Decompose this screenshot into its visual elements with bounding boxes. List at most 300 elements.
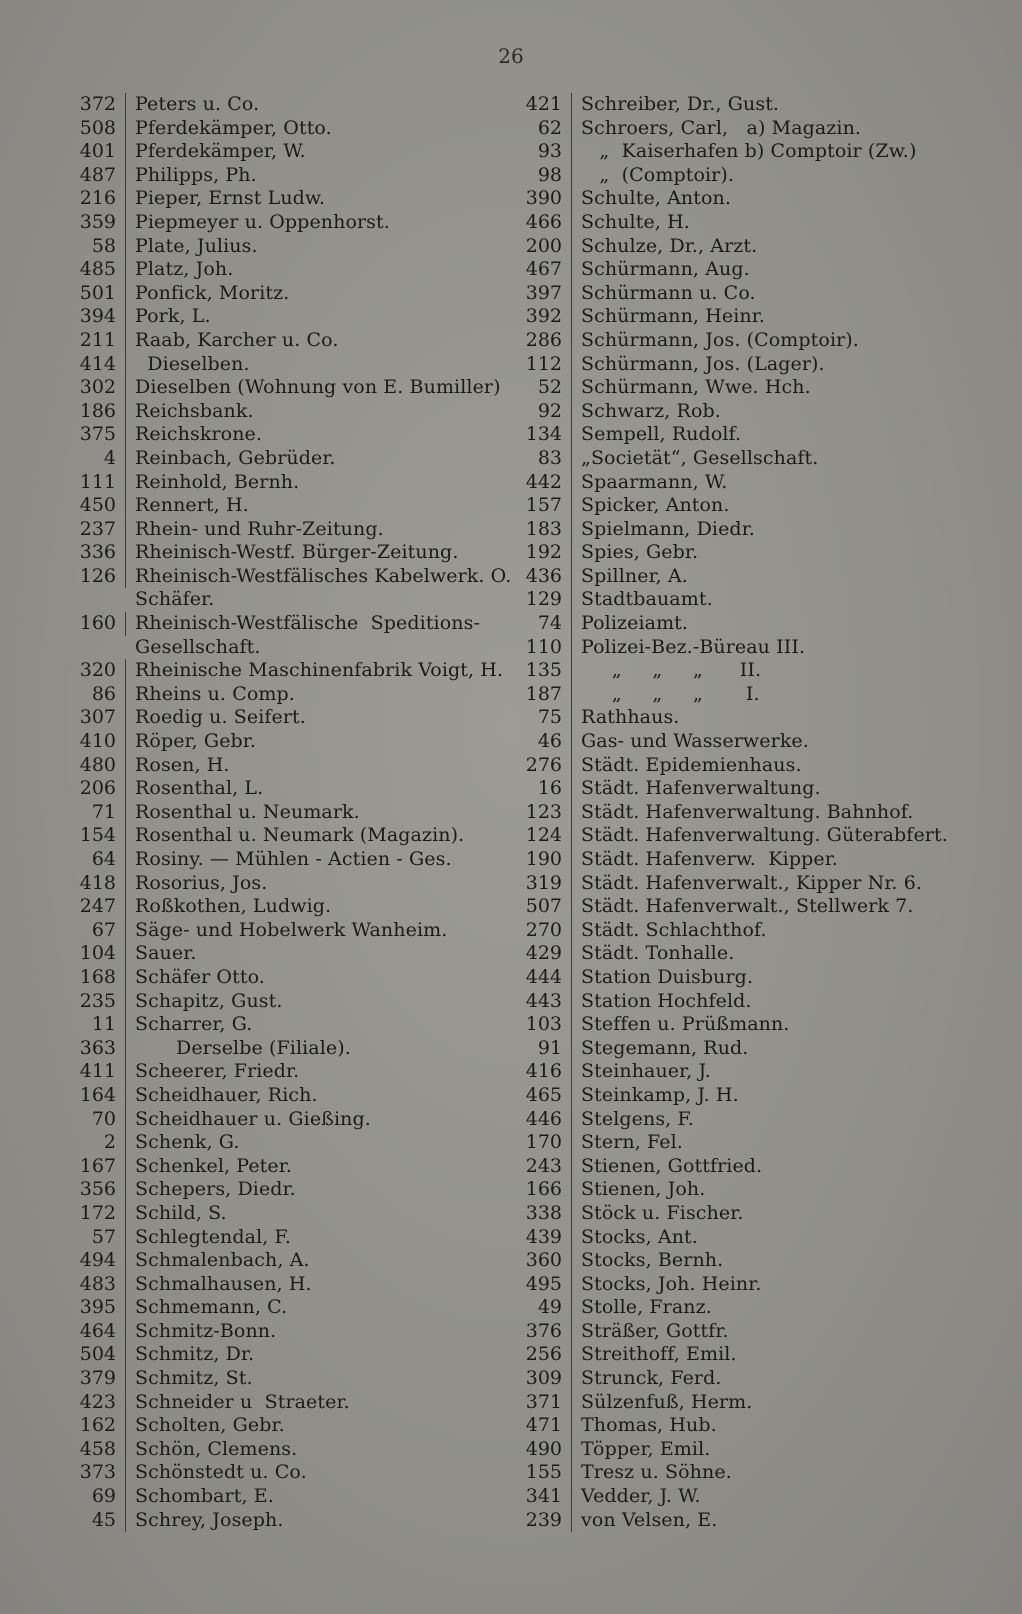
directory-entry [510,754,1010,778]
directory-entry [38,683,508,707]
subscriber-name-text: Schmitz, Dr. [135,1343,255,1366]
directory-entry [38,1414,508,1438]
subscriber-name-text: Schenk, G. [135,1131,240,1154]
directory-entry [38,140,508,164]
phone-number: 443 [510,990,572,1014]
subscriber-name-text: Schmitz-Bonn. [135,1319,277,1342]
subscriber-name-text: Roedig u. Seifert. [135,706,306,729]
phone-number: 309 [510,1367,572,1391]
phone-number: 112 [510,353,572,377]
phone-number: 319 [510,872,572,896]
phone-number: 92 [510,400,572,424]
directory-entry [510,942,1010,966]
directory-entry [510,1485,1010,1509]
subscriber-name-text: Reinhold, Bernh. [135,470,300,493]
subscriber-name-text: Töpper, Emil. [581,1437,711,1460]
subscriber-name-text: Dieselben. [135,352,250,375]
subscriber-name [126,895,508,919]
subscriber-name [572,471,1010,495]
directory-entry [510,1084,1010,1108]
directory-entry [510,117,1010,141]
phone-number: 418 [38,872,126,896]
subscriber-name-text: Stienen, Joh. [581,1178,706,1201]
directory-entry [38,706,508,730]
subscriber-name [572,235,1010,259]
phone-number: 397 [510,282,572,306]
directory-entry [510,329,1010,353]
subscriber-name [126,848,508,872]
directory-entry [38,353,508,377]
subscriber-name-text: Sauer. [135,942,197,965]
directory-entry [510,659,1010,683]
subscriber-name [126,706,508,730]
phone-number: 458 [38,1438,126,1462]
phone-number: 465 [510,1084,572,1108]
subscriber-name-text: Rosiny. — Mühlen - Actien - Ges. [135,848,452,870]
directory-entry [38,966,508,990]
subscriber-name [572,565,1010,589]
phone-number: 480 [38,754,126,778]
directory-entry [510,1178,1010,1202]
directory-entry [510,1320,1010,1344]
subscriber-name [126,1037,508,1061]
phone-number: 4 [38,447,126,471]
subscriber-name [126,494,508,518]
subscriber-name-text: Rennert, H. [135,494,249,517]
phone-number: 359 [38,211,126,235]
subscriber-name [572,518,1010,542]
phone-number: 439 [510,1226,572,1250]
subscriber-name-text: Schenkel, Peter. [135,1154,292,1177]
directory-entry [38,1131,508,1155]
subscriber-name [572,164,1010,188]
directory-entry [38,518,508,542]
subscriber-name-text: Pork, L. [135,305,211,328]
subscriber-name-text: Steinkamp, J. H. [581,1083,739,1106]
subscriber-name-text: Scharrer, G. [135,1013,253,1036]
directory-entry [38,1273,508,1297]
directory-entry [510,1226,1010,1250]
phone-number: 338 [510,1202,572,1226]
phone-number: 167 [38,1155,126,1179]
subscriber-name-text: Schulze, Dr., Arzt. [581,234,758,257]
subscriber-name [572,754,1010,778]
subscriber-name [126,376,508,400]
subscriber-name-text: Stocks, Ant. [581,1225,698,1248]
subscriber-name [126,1461,508,1485]
directory-entry [510,400,1010,424]
subscriber-name-text: Schmitz, St. [135,1367,253,1390]
subscriber-name [572,1013,1010,1037]
phone-number: 110 [510,636,572,660]
phone-number: 237 [38,518,126,542]
directory-entry [38,211,508,235]
phone-number: 200 [510,235,572,259]
phone-number: 495 [510,1273,572,1297]
subscriber-name [572,1084,1010,1108]
subscriber-name-text: Städt. Hafenverw. Kipper. [581,848,838,870]
subscriber-name-text: Spielmann, Diedr. [581,517,755,540]
directory-entry [38,1084,508,1108]
subscriber-name [126,1249,508,1273]
directory-entry [38,919,508,943]
subscriber-name-text: Rheinisch-Westfälische Speditions- [135,612,480,635]
subscriber-name-continuation: Schäfer. [135,588,215,611]
phone-number: 206 [38,777,126,801]
subscriber-name-text: Schwarz, Rob. [581,399,721,422]
phone-number: 371 [510,1391,572,1415]
directory-entry [510,471,1010,495]
phone-number: 270 [510,919,572,943]
subscriber-name-text: Strunck, Ferd. [581,1367,722,1390]
directory-entry [38,1438,508,1462]
subscriber-name [126,211,508,235]
phone-number: 69 [38,1485,126,1509]
phone-number: 446 [510,1108,572,1132]
subscriber-name-continuation: Gesellschaft. [135,635,261,658]
subscriber-name [126,282,508,306]
directory-entry [510,541,1010,565]
subscriber-name [126,942,508,966]
directory-entry [38,164,508,188]
phone-number: 134 [510,423,572,447]
subscriber-name-text: Pferdekämper, W. [135,140,306,163]
subscriber-name [126,93,508,117]
phone-number: 372 [38,93,126,117]
phone-number: 411 [38,1060,126,1084]
subscriber-name-text: Städt. Epidemienhaus. [581,753,802,776]
phone-number: 239 [510,1509,572,1533]
subscriber-name [572,140,1010,164]
directory-entry [38,1013,508,1037]
subscriber-name-text: Rheinische Maschinenfabrik Voigt, H. [135,659,504,682]
subscriber-name-text: Rathhaus. [581,706,680,729]
subscriber-name-text: Sempell, Rudolf. [581,423,742,446]
phone-number: 57 [38,1226,126,1250]
left-column [38,93,512,1532]
phone-number: 183 [510,518,572,542]
subscriber-name [572,1131,1010,1155]
subscriber-name [572,117,1010,141]
phone-number: 341 [510,1485,572,1509]
phone-number: 103 [510,1013,572,1037]
phone-number: 442 [510,471,572,495]
subscriber-name [126,1273,508,1297]
subscriber-name-text: Stern, Fel. [581,1131,683,1154]
subscriber-name [572,494,1010,518]
subscriber-name-text: Schürmann, Wwe. Hch. [581,376,811,399]
directory-entry [510,1461,1010,1485]
subscriber-name-text: Reinbach, Gebrüder. [135,446,336,469]
phone-number: 70 [38,1108,126,1132]
directory-entry [510,801,1010,825]
phone-number: 160 [38,612,126,636]
phone-number: 336 [38,541,126,565]
directory-entry [510,565,1010,589]
directory-entry [38,564,512,612]
directory-entry [510,683,1010,707]
phone-number: 91 [510,1037,572,1061]
directory-entry [38,942,508,966]
subscriber-name [572,1438,1010,1462]
subscriber-name-text: Polizeiamt. [581,612,689,635]
directory-entry [38,1226,508,1250]
directory-entry [510,211,1010,235]
subscriber-name-text: Sülzenfuß, Herm. [581,1390,753,1413]
subscriber-name [126,1178,508,1202]
directory-entry [38,187,508,211]
subscriber-name [126,353,508,377]
phone-number: 392 [510,305,572,329]
phone-number: 45 [38,1509,126,1533]
subscriber-name [126,990,508,1014]
subscriber-name [126,235,508,259]
subscriber-name-text: Plate, Julius. [135,234,258,257]
phone-number: 394 [38,305,126,329]
subscriber-name-text: Pieper, Ernst Ludw. [135,187,326,210]
subscriber-name [126,1343,508,1367]
phone-number: 410 [38,730,126,754]
subscriber-name-text: Schürmann, Jos. (Lager). [581,352,825,375]
subscriber-name-text: Schürmann, Aug. [581,258,750,281]
directory-entry [38,801,508,825]
subscriber-name-text: Schulte, H. [581,210,690,233]
phone-number: 373 [38,1461,126,1485]
phone-number: 74 [510,612,572,636]
phone-number: 416 [510,1060,572,1084]
phone-number: 190 [510,848,572,872]
phone-number: 164 [38,1084,126,1108]
phone-number: 126 [38,565,126,589]
directory-entry [510,588,1010,612]
directory-entry [510,423,1010,447]
directory-entry [38,1178,508,1202]
phone-number: 98 [510,164,572,188]
subscriber-name-text: Rosenthal u. Neumark (Magazin). [135,824,465,847]
phone-number: 471 [510,1414,572,1438]
subscriber-name-text: Schmemann, C. [135,1296,288,1319]
phone-number: 58 [38,235,126,259]
subscriber-name [572,400,1010,424]
subscriber-name-text: Schmalhausen, H. [135,1272,312,1295]
directory-entry [38,659,508,683]
subscriber-name [572,612,1010,636]
directory-entry [510,305,1010,329]
phone-number: 401 [38,140,126,164]
subscriber-name [572,1108,1010,1132]
directory-entry [38,777,508,801]
subscriber-name [572,1037,1010,1061]
subscriber-name-text: Spaarmann, W. [581,470,728,493]
subscriber-name [572,1485,1010,1509]
right-column [510,93,1010,1532]
subscriber-name-text: Städt. Schlachthof. [581,918,767,941]
phone-number: 487 [38,164,126,188]
directory-entry [510,447,1010,471]
subscriber-name [572,588,1010,612]
subscriber-name-text: Thomas, Hub. [581,1414,717,1437]
subscriber-name [126,1438,508,1462]
directory-entry [38,329,508,353]
subscriber-name-text: „ (Comptoir). [581,163,734,186]
subscriber-name [126,1391,508,1415]
phone-number: 466 [510,211,572,235]
directory-entry [38,235,508,259]
directory-entry [38,1037,508,1061]
subscriber-name [572,376,1010,400]
subscriber-name-text: Stienen, Gottfried. [581,1154,763,1177]
subscriber-name [126,1226,508,1250]
directory-entry [510,895,1010,919]
subscriber-name [126,659,508,683]
directory-entry [38,376,508,400]
subscriber-name [126,423,508,447]
subscriber-name [126,305,508,329]
subscriber-name-text: Schepers, Diedr. [135,1178,296,1201]
subscriber-name-text: Städt. Hafenverwaltung. Güterabfert. [581,824,948,847]
phone-number: 129 [510,588,572,612]
subscriber-name [126,754,508,778]
phone-number: 286 [510,329,572,353]
phone-number: 395 [38,1296,126,1320]
directory-entry [510,1414,1010,1438]
subscriber-name-text: Schönstedt u. Co. [135,1461,307,1484]
directory-entry [510,1509,1010,1533]
subscriber-name-text: Städt. Tonhalle. [581,942,735,965]
directory-entry [510,1060,1010,1084]
phone-number: 46 [510,730,572,754]
directory-entry [38,400,508,424]
subscriber-name [572,329,1010,353]
subscriber-name [572,1273,1010,1297]
directory-entry [510,1037,1010,1061]
directory-entry [510,872,1010,896]
subscriber-name [126,777,508,801]
phone-number: 375 [38,423,126,447]
phone-number: 154 [38,824,126,848]
phone-number: 211 [38,329,126,353]
directory-entry [510,636,1010,660]
directory-entry [38,612,508,659]
phone-number: 504 [38,1343,126,1367]
subscriber-name [126,1084,508,1108]
subscriber-name-text: Schön, Clemens. [135,1437,298,1460]
subscriber-name [126,966,508,990]
subscriber-name-text: Stocks, Bernh. [581,1249,724,1272]
subscriber-name-text: Scholten, Gebr. [135,1414,285,1437]
subscriber-name-text: Sträßer, Gottfr. [581,1319,729,1342]
phone-number: 247 [38,895,126,919]
subscriber-name-text: Städt. Hafenverwaltung. [581,777,821,800]
subscriber-name-text: Streithoff, Emil. [581,1343,737,1366]
subscriber-name-text: Schlegtendal, F. [135,1225,292,1248]
subscriber-name-text: von Velsen, E. [581,1508,718,1531]
phone-number: 172 [38,1202,126,1226]
directory-entry [510,990,1010,1014]
subscriber-name-text: Rosenthal, L. [135,777,264,800]
subscriber-name [572,258,1010,282]
directory-entry [38,872,508,896]
phone-number: 464 [38,1320,126,1344]
directory-entry [38,754,508,778]
subscriber-name-text: „ Kaiserhafen b) Comptoir (Zw.) [581,140,917,163]
subscriber-name [126,1131,508,1155]
phone-number: 170 [510,1131,572,1155]
subscriber-name-text: Spies, Gebr. [581,541,699,564]
phone-number: 235 [38,990,126,1014]
directory-entry [38,1509,508,1533]
subscriber-name [572,706,1010,730]
subscriber-name-text: Schild, S. [135,1201,227,1224]
directory-entry [38,447,508,471]
directory-entry [38,1296,508,1320]
phone-number: 123 [510,801,572,825]
directory-entry [510,1249,1010,1273]
phone-number: 157 [510,494,572,518]
phone-number: 2 [38,1131,126,1155]
phone-number: 256 [510,1343,572,1367]
directory-entry [510,1391,1010,1415]
subscriber-name [126,1155,508,1179]
subscriber-name-text: Steinhauer, J. [581,1060,711,1083]
phone-number: 436 [510,565,572,589]
phone-number: 356 [38,1178,126,1202]
directory-entry [510,730,1010,754]
subscriber-name-text: „ „ „ II. [581,659,762,682]
phone-number: 186 [38,400,126,424]
directory-entry [38,1391,508,1415]
directory-entry [38,1249,508,1273]
directory-entry [510,1273,1010,1297]
subscriber-name-text: Roßkothen, Ludwig. [135,895,332,918]
phone-number: 490 [510,1438,572,1462]
subscriber-name [572,1367,1010,1391]
subscriber-name [572,541,1010,565]
subscriber-name [572,824,1010,848]
subscriber-name [572,1461,1010,1485]
phone-number: 155 [510,1461,572,1485]
directory-entry [510,494,1010,518]
subscriber-name-text: Städt. Hafenverwalt., Stellwerk 7. [581,895,914,918]
subscriber-name-text: Dieselben (Wohnung von E. Bumiller) [135,376,501,399]
subscriber-name-text: Schreiber, Dr., Gust. [581,93,780,115]
directory-entry [510,353,1010,377]
directory-entry [38,305,508,329]
subscriber-name [126,1367,508,1391]
phone-number: 307 [38,706,126,730]
page-number: 26 [498,44,524,68]
directory-entry [510,919,1010,943]
subscriber-name [572,1414,1010,1438]
directory-entry [38,1485,508,1509]
directory-entry [510,1367,1010,1391]
phone-number: 376 [510,1320,572,1344]
phone-number: 192 [510,541,572,565]
directory-entry [38,93,508,117]
subscriber-name [572,730,1010,754]
phone-number: 243 [510,1155,572,1179]
subscriber-name-text: Schürmann, Heinr. [581,305,765,328]
subscriber-name-text: Schapitz, Gust. [135,989,283,1012]
subscriber-name-text: Spicker, Anton. [581,494,730,517]
subscriber-name [572,1391,1010,1415]
directory-entry [510,282,1010,306]
directory-entry [510,1296,1010,1320]
subscriber-name [572,93,1010,117]
phone-number: 429 [510,942,572,966]
phone-number: 444 [510,966,572,990]
subscriber-name-text: Raab, Karcher u. Co. [135,328,339,351]
